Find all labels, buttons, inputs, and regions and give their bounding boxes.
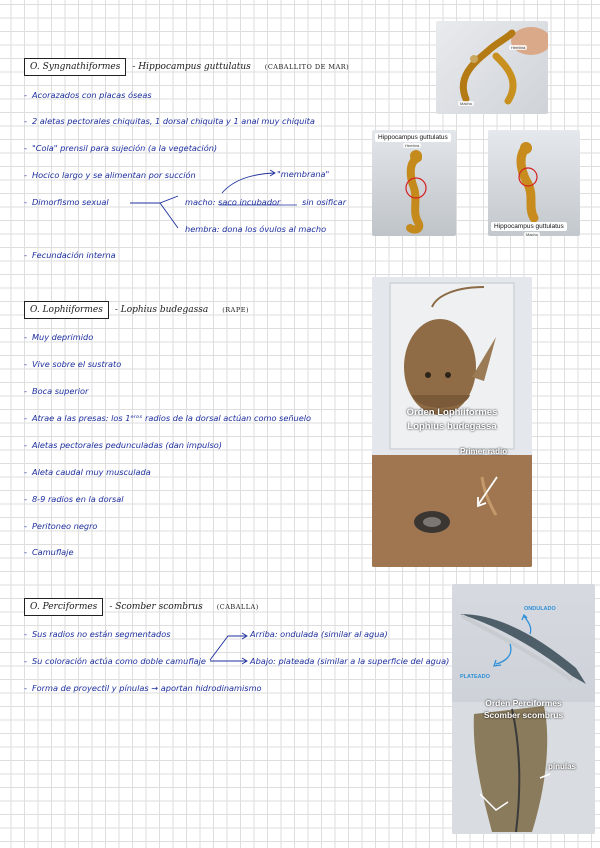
- pinulas-label: pínulas: [548, 762, 577, 771]
- common-name: (RAPE): [222, 306, 249, 314]
- plateado-label: PLATEADO: [460, 674, 490, 680]
- note-item: - Sus radios no están segmentados: [24, 629, 171, 639]
- note-item: - Forma de proyectil y pínulas → aportan hidrodinamismo: [24, 683, 262, 693]
- tiny-label: Hembra: [511, 45, 526, 50]
- common-name: (CABALLA): [216, 603, 259, 611]
- note-item: - Boca superior: [24, 386, 89, 396]
- photo-label: Hippocampus guttulatus: [375, 133, 451, 142]
- note-item: - Muy deprimido: [24, 332, 94, 342]
- note-item: - 2 aletas pectorales chiquitas, 1 dorsal chiquita y 1 anal muy chiquita: [24, 116, 315, 126]
- photo-caption-order: Orden Perciformes: [485, 698, 562, 708]
- note-item: - Fecundación interna: [24, 250, 116, 260]
- mackerel-illustration: [452, 584, 595, 834]
- note-item: - "Cola" prensil para sujeción (a la vegetación): [24, 143, 218, 153]
- photo-caption-order: Orden Lophiiformes: [406, 407, 498, 418]
- tiny-label: Macho: [460, 101, 473, 106]
- note-item: - Aletas pectorales pedunculadas (dan impulso): [24, 440, 222, 450]
- branch-abajo: Abajo: plateada (similar a la superficie del agua): [250, 656, 450, 666]
- species-name: - Hippocampus guttulatus: [132, 62, 251, 72]
- ondulado-label: ONDULADO: [524, 606, 556, 612]
- note-item: - Peritoneo negro: [24, 521, 98, 531]
- note-item: - Atrae a las presas: los 1ᵉʳᵒˢ radios de la dorsal actúan como señuelo: [24, 413, 312, 423]
- branch-hembra: hembra: dona los óvulos al macho: [185, 224, 327, 234]
- primer-radio-label: Primer radio: [460, 447, 508, 456]
- branch-membrana: "membrana": [277, 169, 330, 179]
- order-box: O. Lophiiformes: [24, 301, 109, 319]
- note-item: - Acorazados con placas óseas: [24, 90, 152, 100]
- tiny-label: Macho: [526, 232, 539, 236]
- note-item: - Aleta caudal muy musculada: [24, 467, 151, 477]
- branch-arriba: Arriba: ondulada (similar al agua): [250, 629, 388, 639]
- branch-macho: macho: saco incubador: [185, 197, 281, 207]
- branch-sin-osificar: sin osificar: [302, 197, 347, 207]
- mackerel-photo: [452, 584, 595, 834]
- order-box: O. Syngnathiformes: [24, 58, 126, 76]
- note-item: - Camuflaje: [24, 547, 74, 557]
- photo-caption-species: Lophius budegassa: [407, 421, 497, 432]
- common-name: (CABALLITO DE MAR): [264, 63, 350, 71]
- note-item: - 8-9 radios en la dorsal: [24, 494, 124, 504]
- note-item: - Hocico largo y se alimentan por succión: [24, 170, 196, 180]
- species-name: - Scomber scombrus: [109, 602, 203, 612]
- note-item: - Dimorfismo sexual: [24, 197, 109, 207]
- tiny-label: Hembra: [405, 143, 420, 148]
- order-box: O. Perciformes: [24, 598, 103, 616]
- photo-caption-species: Scomber scombrus: [483, 710, 564, 720]
- note-item: - Su coloración actúa como doble camuflaje: [24, 656, 206, 666]
- note-item: - Vive sobre el sustrato: [24, 359, 122, 369]
- species-name: - Lophius budegassa: [114, 305, 209, 315]
- photo-label: Hippocampus guttulatus: [491, 222, 567, 231]
